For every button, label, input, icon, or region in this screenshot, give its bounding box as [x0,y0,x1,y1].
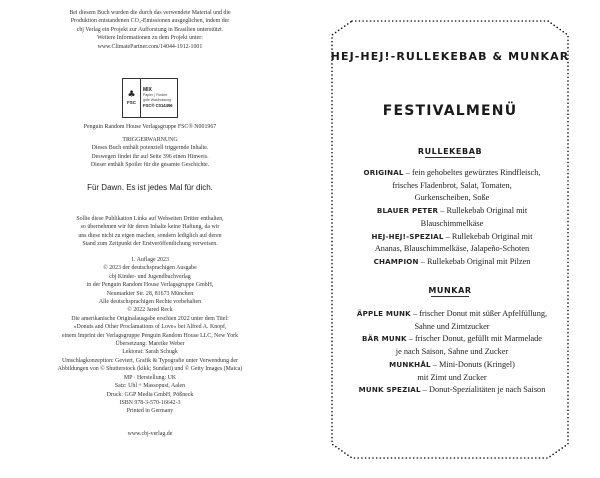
menu-item-line [332,346,572,359]
section-items-munkar [332,308,572,397]
text-line: © 2023 der deutschsprachigen Ausgabe [103,265,197,272]
trigger-warning [10,136,290,170]
text-line: Weitere Informationen zu dem Projekt unter: [97,35,203,42]
links-notice [10,215,290,249]
fsc-logo [123,79,141,117]
fsc-sub-2: gute Waldnutzung [143,97,172,102]
text-line: Dieses Buch enthält potenziell triggernde Inhalte. [91,145,209,152]
menu-item-description: mit Zimt und Zucker [417,372,487,382]
menu-title: HEJ-HEJ!-RULLEKEBAB & MUNKAR [330,50,570,63]
text-line: Alle deutschsprachigen Rechte vorbehalten [98,299,202,306]
menu-item-description: – frischer Donut, gefüllt mit Marmelade [406,334,542,344]
menu-item-line [332,205,572,218]
text-line: Lektorat: Sarah Schugk [122,349,178,356]
menu-item-description: – Rullekebab Original mit [438,206,528,216]
text-line: © 2022 Jared Reck [127,307,173,314]
menu-item-name: CHAMPION [373,256,419,266]
menu-item-description: – Mini-Donuts (Kringel) [430,359,515,369]
text-line: cbj Kinder- und Jugendbuchverlag [109,273,191,280]
menu-item-line [332,372,572,385]
menu-heading: FESTIVALMENÜ [382,103,518,119]
menu-item-description: Ananas, Blauschimmelkäse, Jalapeño-Schoten [374,244,530,254]
menu-item-line [332,192,572,205]
text-line: einem Imprint der Verlagsgruppe Penguin Random House LLC, New York [61,332,239,339]
text-line: MP · Herstellung: UK [123,374,177,381]
text-line: Umschlagkonzeption: Geviert, Grafik & Typografie unter Verwendung der [61,357,239,364]
menu-item-line [332,321,572,334]
menu-item-name: ÄPPLE MUNK [356,309,411,318]
dedication [10,183,290,193]
menu-page [300,0,600,478]
menu-item-description: je nach Saison, Sahne und Zucker [395,347,509,357]
text-line: »Donuts and Other Proclamations of Love« bei Alfred A. Knopf, [73,324,227,331]
text-line: Printed in Germany [126,408,174,415]
climate-notice [10,9,290,51]
menu-item-name: BLAUER PETER [376,206,439,216]
menu-item-description: Sahne und Zimtzucker [414,321,490,331]
text-line: Druck: GGP Media GmbH, Pößneck [106,391,194,398]
text-line: uns diese nicht zu eigen machen, sondern lediglich auf deren [78,232,222,239]
dedication-text: Für Dawn. Es ist jedes Mal für dich. [87,183,213,192]
fsc-logo-text: FSC [127,99,136,105]
menu-item-line [332,333,572,346]
menu-item-description: – Donut-Spezialitäten je nach Saison [420,385,546,395]
website-text: www.cbj-verlag.de [127,431,173,437]
menu-item-description: frisches Fladenbrot, Salat, Tomaten, [392,180,512,190]
menu-item-description: – frischer Donut mit süßer Apfelfüllung, [410,309,548,318]
menu-item-name: HEJ-HEJ!-SPEZIAL [371,231,444,241]
menu-item-line [332,218,572,231]
menu-item-line [332,167,572,180]
text-line: Dieser enthält Spoiler für die gesamte Geschichte. [90,162,210,169]
text-line: Stand zum Zeitpunkt der Erstveröffentlichung verweisen. [82,241,218,248]
section-items-rullekebab [332,167,572,269]
fsc-mix: MIX [143,87,152,93]
text-line: Übersetzung: Mareike Weber [115,341,185,348]
text-line: Abbildungen von © Shutterstock (kikk; Sundari) und © Getty Images (Maica) [57,366,243,373]
fsc-code: FSC® C014496 [143,103,173,108]
section-title-munkar: MUNKAR [428,286,472,295]
text-line: Die amerikanische Originalausgabe erschien 2022 unter dem Titel: [71,315,229,322]
menu-item-line [332,231,572,244]
menu-item-name: ORIGINAL [363,168,404,177]
menu-item-line [332,243,572,256]
menu-item-name: MUNKHÅL [389,359,431,369]
menu-item-name: MUNK SPEZIAL [358,385,421,395]
text-line: Neumarkter Str. 28, 81673 München [106,290,194,297]
menu-item-description: – Rullekebab Original mit [443,231,533,241]
text-line: ISBN 978-3-570-16642-3 [119,399,181,406]
fsc-label [122,78,178,118]
text-line: in der Penguin Random House Verlagsgruppe GmbH, [86,282,214,289]
menu-item-line [332,180,572,193]
menu-item-description: Gurkenscheiben, Soße [414,193,490,203]
menu-item-line [332,308,572,321]
text-line: so übernehmen wir für deren Inhalte keine Haftung, da wir [80,224,220,231]
menu-item-line [332,256,572,269]
menu-item-line [332,359,572,372]
section-underline [431,296,469,297]
text-line: cbj Verlag ein Projekt zur Aufforstung in Brasilien unterstützt. [76,26,224,33]
fsc-text [141,79,177,117]
text-line: TRIGGERWARNUNG [122,137,178,143]
text-line: 1. Auflage 2023 [131,257,169,263]
publisher-fsc-text: Penguin Random House Verlagsgruppe FSC® N001967 [83,124,217,130]
section-underline [425,157,475,158]
text-line: Produktion entstandenen CO₂-Emissionen ausgeglichen, indem der [70,18,230,25]
menu-item-line [332,384,572,397]
imprint [10,256,290,416]
fsc-sub-1: Papier | Fördert [143,93,168,97]
section-title-rullekebab: RULLEKEBAB [417,147,483,156]
tree-icon: ♣ [127,89,136,100]
text-line: Satz: Uhl + Massopust, Aalen [114,383,186,390]
menu-item-description: – fein gehobeltes gewürztes Rindfleisch, [403,168,541,177]
text-line: www.ClimatePartner.com/14044-1912-1001 [97,43,203,50]
text-line: Deswegen findet ihr auf Seite 396 einen Hinweis. [91,153,209,160]
text-line: Bei diesem Buch wurden die durch das verwendete Material und die [69,10,231,16]
menu-item-description: – Rullekebab Original mit Pilzen [418,256,531,266]
menu-item-description: Blauschimmelkäse [420,218,484,228]
menu-item-name: BÄR MUNK [362,334,407,344]
website [10,430,290,438]
publisher-fsc-line [10,123,290,131]
text-line: Sollte diese Publikation Links auf Webseiten Dritter enthalten, [76,216,224,222]
